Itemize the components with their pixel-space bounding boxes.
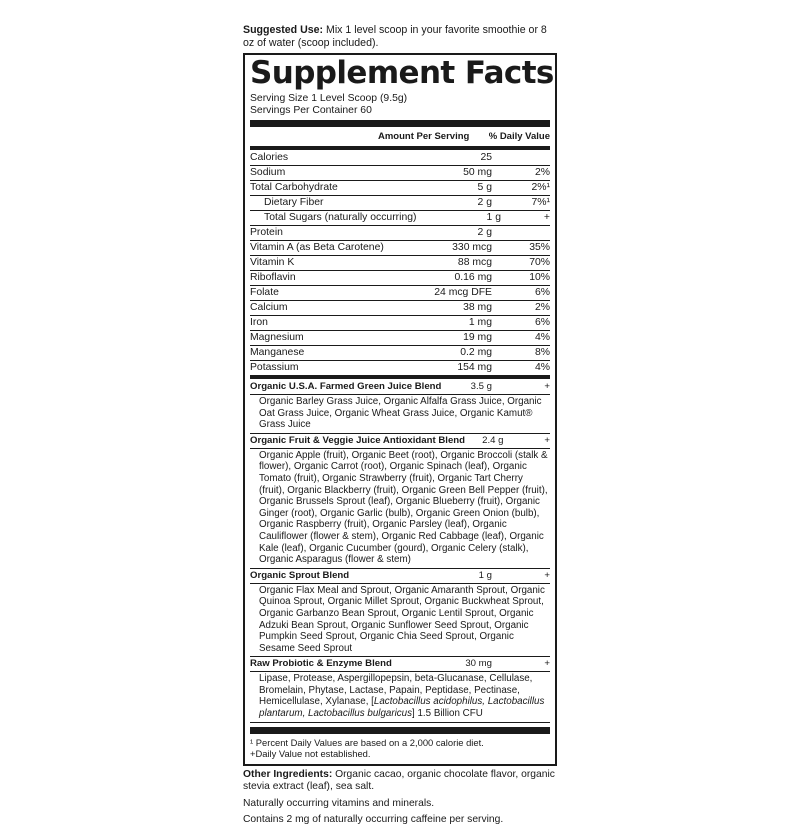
nutrient-name: Calcium: [250, 302, 288, 313]
blend-section: [250, 380, 550, 434]
nutrient-row: [250, 181, 550, 196]
nutrient-amount: 24 mcg DFE: [434, 287, 492, 298]
medium-divider: [250, 375, 550, 379]
nutrient-name: Manganese: [250, 347, 305, 358]
nutrient-row: [250, 226, 550, 241]
blend-section: [250, 657, 550, 722]
thick-divider: [250, 727, 550, 734]
nutrient-amount: 0.2 mg: [460, 347, 492, 358]
nutrient-row: [250, 151, 550, 166]
nutrient-amount: 50 mg: [463, 167, 492, 178]
nutrient-daily-value: 2%: [534, 167, 550, 178]
blend-amount: 30 mg: [465, 658, 492, 670]
nutrient-amount: 330 mcg: [452, 242, 492, 253]
blend-amount: 1 g: [478, 569, 492, 581]
nutrient-row: [250, 286, 550, 301]
nutrient-daily-value: 7%¹: [531, 197, 550, 208]
nutrient-name: Total Carbohydrate: [250, 182, 338, 193]
nutrient-name: Vitamin K: [250, 257, 295, 268]
nutrient-daily-value: 6%: [534, 287, 550, 298]
blend-header: [250, 434, 550, 448]
blend-name: Organic Fruit & Veggie Juice Antioxidant Blend: [250, 434, 466, 446]
other-ingredients: [243, 769, 557, 794]
nutrient-name: Protein: [250, 227, 283, 238]
nutrient-amount: 2 g: [477, 197, 492, 208]
nutrient-name: Iron: [250, 317, 268, 328]
column-amount: Amount Per Serving: [378, 131, 470, 142]
nutrient-name: Total Sugars (naturally occurring): [264, 212, 417, 223]
nutrient-amount: 88 mcg: [457, 257, 492, 268]
nutrient-row: [250, 331, 550, 346]
nutrient-daily-value: 2%: [534, 302, 550, 313]
blend-section: [250, 569, 550, 658]
nutrient-row: [250, 271, 550, 286]
nutrient-row: [250, 316, 550, 331]
nutrient-name: Calories: [250, 152, 289, 163]
column-daily-value: % Daily Value: [488, 131, 550, 142]
nutrient-amount: 19 mg: [463, 332, 492, 343]
nutrient-name: Riboflavin: [250, 272, 296, 283]
supplement-label: [243, 24, 557, 831]
nutrient-daily-value: 70%: [529, 257, 550, 268]
column-header: [250, 130, 550, 143]
nutrient-row: [250, 256, 550, 271]
blend-name: Organic U.S.A. Farmed Green Juice Blend: [250, 381, 442, 392]
nutrient-row: [250, 166, 550, 181]
nutrient-daily-value: 10%: [529, 272, 550, 283]
nutrient-amount: 1 mg: [468, 317, 492, 328]
medium-divider: [250, 146, 550, 150]
other-ingredients-text: Organic cacao, organic chocolate flavor, organic stevia extract (leaf), sea salt.: [243, 768, 555, 793]
blend-header: [250, 380, 550, 394]
blend-amount: 2.4 g: [482, 434, 504, 446]
nutrient-row: [250, 301, 550, 316]
nutrient-name: Dietary Fiber: [264, 197, 324, 208]
nutrient-daily-value: 2%¹: [531, 182, 550, 193]
nutrient-name: Potassium: [250, 362, 299, 373]
blend-daily-value: +: [544, 658, 550, 670]
blend-ingredients: [250, 671, 550, 721]
blend-name: Organic Sprout Blend: [250, 569, 350, 581]
nutrient-daily-value: 4%: [534, 332, 550, 343]
panel-title: Supplement Facts: [250, 55, 554, 91]
blend-list: [250, 380, 550, 723]
blend-ingredients: Organic Apple (fruit), Organic Beet (root), Organic Broccoli (stalk & flower), Organic Carrot (root), Organic Spinach (leaf), Organic Tomato (fruit), Organic Strawberry (fruit), Organic Tart Cherry (fruit), Organic Blackberry (fruit), Organic Green Bell Pepper (fruit), Organic Brussels Sprout (leaf), Organic Blueberry (fruit), Organic Ginger (root), Organic Garlic (bulb), Organic Green Onion (bulb), Organic Raspberry (fruit), Organic Parsley (leaf), Organic Cauliflower (flower & stem), Organic Red Cabbage (leaf), Organic Kale (leaf), Organic Cucumber (gourd), Organic Celery (stalk), Organic Asparagus (flower & stem): [250, 448, 550, 568]
nutrient-row: [250, 346, 550, 361]
footnote-daily-values: ¹ Percent Daily Values are based on a 2,000 calorie diet.: [250, 736, 484, 748]
note-vitamins: Naturally occurring vitamins and minerals.: [243, 797, 435, 809]
serving-size: Serving Size 1 Level Scoop (9.5g): [250, 93, 408, 104]
nutrient-amount: 25: [480, 152, 492, 163]
blend-ingredients-text: ] 1.5 Billion CFU: [412, 708, 483, 720]
blend-section: [250, 434, 550, 569]
nutrient-daily-value: 35%: [529, 242, 550, 253]
nutrient-amount: 5 g: [477, 182, 492, 193]
nutrient-row: [250, 241, 550, 256]
nutrient-daily-value: +: [543, 212, 550, 223]
nutrient-row: [250, 196, 550, 211]
blend-ingredients: Organic Barley Grass Juice, Organic Alfalfa Grass Juice, Organic Oat Grass Juice, Organic Wheat Grass Juice, Organic Kamut® Grass Juice: [250, 394, 550, 433]
other-info: [243, 769, 557, 827]
nutrient-name: Vitamin A (as Beta Carotene): [250, 242, 384, 253]
nutrient-name: Sodium: [250, 167, 286, 178]
nutrient-daily-value: 4%: [534, 362, 550, 373]
nutrient-amount: 154 mg: [457, 362, 492, 373]
thick-divider: [250, 120, 550, 127]
nutrient-table: [250, 151, 550, 375]
servings-per-container: Servings Per Container 60: [250, 105, 372, 116]
footnote-not-established: +Daily Value not established.: [250, 748, 371, 760]
suggested-use-text: Mix 1 level scoop in your favorite smoothie or 8 oz of water (scoop included).: [243, 24, 547, 49]
nutrient-name: Folate: [250, 287, 279, 298]
blend-ingredients-text: Lipase, Protease, Aspergillopepsin, beta-Glucanase, Cellulase, Bromelain, Phytase, Lactase, Papain, Peptidase, Pectinase, Hemicellulase, Xylanase, [: [259, 673, 533, 708]
other-ingredients-label: Other Ingredients:: [243, 768, 333, 780]
supplement-facts-panel: [243, 53, 557, 766]
blend-ingredients: Organic Flax Meal and Sprout, Organic Amaranth Sprout, Organic Quinoa Sprout, Organic Millet Sprout, Organic Buckwheat Sprout, Organic Garbanzo Bean Sprout, Organic Lentil Sprout, Organic Adzuki Bean Sprout, Organic Sunflower Seed Sprout, Organic Pumpkin Seed Sprout, Organic Chia Seed Sprout, Organic Sesame Seed Sprout: [250, 583, 550, 657]
blend-daily-value: +: [544, 381, 550, 392]
nutrient-row: [250, 211, 550, 226]
suggested-use-label: Suggested Use:: [243, 24, 324, 36]
nutrient-daily-value: 6%: [534, 317, 550, 328]
nutrient-amount: 1 g: [486, 212, 501, 223]
blend-ingredients-italic: Lactobacillus acidophilus, Lactobacillus plantarum, Lactobacillus bulgaricus: [259, 696, 545, 720]
nutrient-name: Magnesium: [250, 332, 304, 343]
blend-header: [250, 657, 550, 671]
note-caffeine: Contains 2 mg of naturally occurring caffeine per serving.: [243, 814, 504, 826]
nutrient-amount: 2 g: [477, 227, 492, 238]
blend-amount: 3.5 g: [470, 381, 492, 392]
suggested-use: [243, 24, 557, 50]
nutrient-daily-value: 8%: [534, 347, 550, 358]
nutrient-amount: 0.16 mg: [454, 272, 492, 283]
nutrient-amount: 38 mg: [463, 302, 492, 313]
blend-daily-value: +: [544, 569, 550, 581]
blend-daily-value: +: [544, 434, 550, 446]
blend-header: [250, 569, 550, 583]
blend-name: Raw Probiotic & Enzyme Blend: [250, 658, 392, 670]
nutrient-row: [250, 361, 550, 375]
